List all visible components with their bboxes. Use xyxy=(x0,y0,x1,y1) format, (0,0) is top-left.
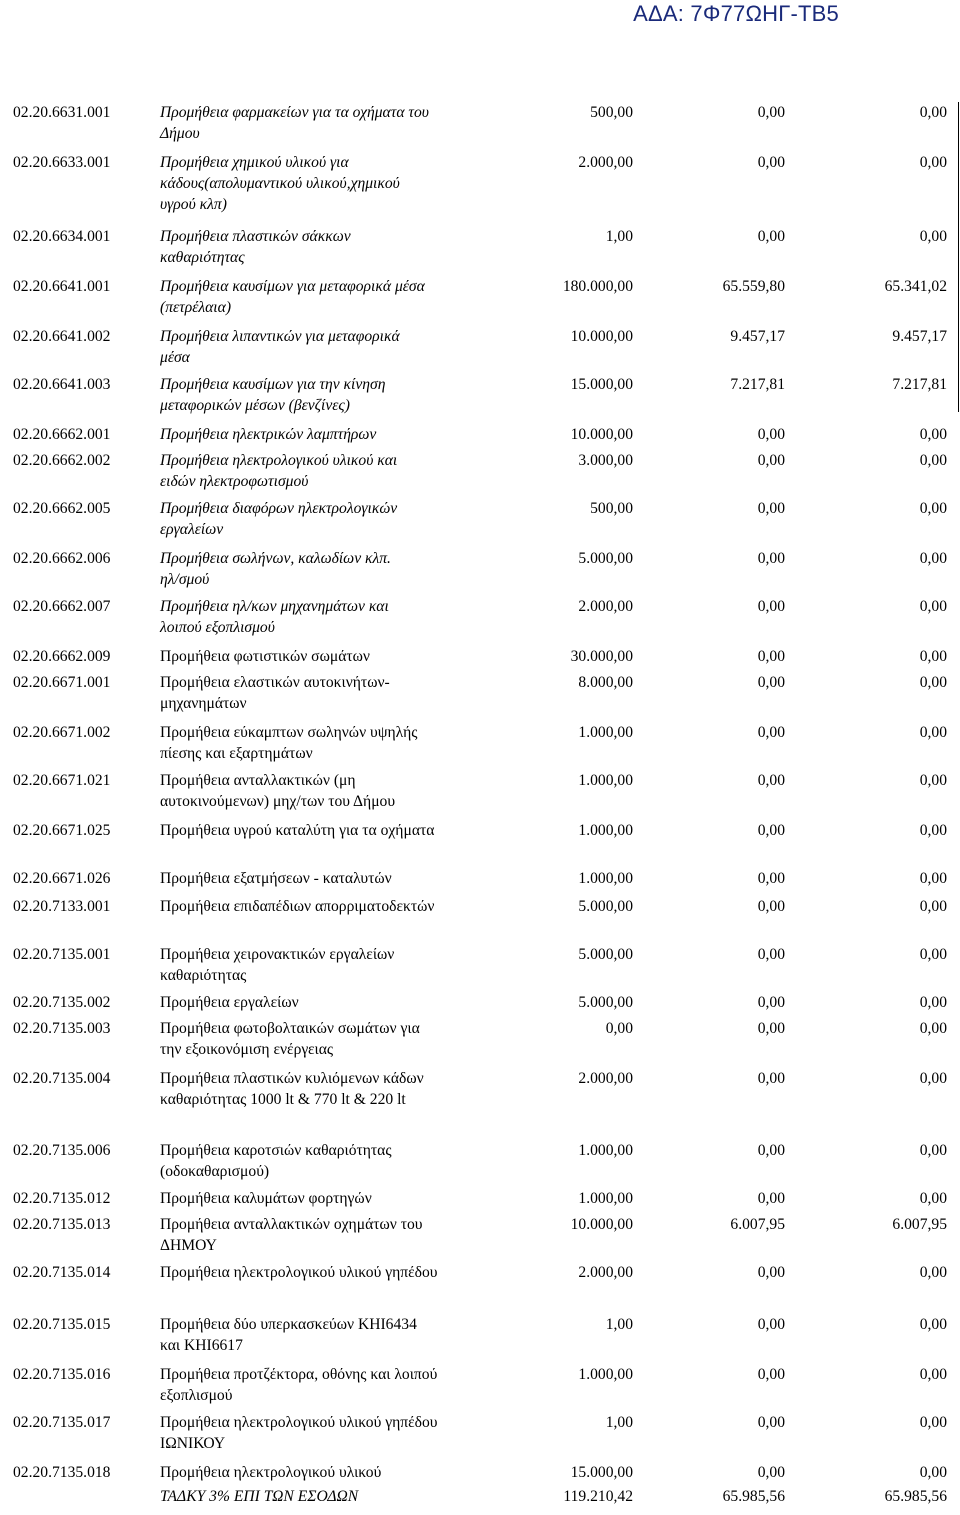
paid-amount: 0,00 xyxy=(919,1316,947,1333)
account-code: 02.20.7135.016 xyxy=(13,1366,111,1383)
budgeted-amount: 5.000,00 xyxy=(578,898,633,915)
description-line: (πετρέλαια) xyxy=(160,299,232,316)
item-description xyxy=(160,596,560,638)
item-description xyxy=(160,1412,560,1454)
paid-amount: 0,00 xyxy=(919,994,947,1011)
item-description xyxy=(160,276,490,318)
account-code: 02.20.6671.025 xyxy=(13,822,111,839)
item-description xyxy=(160,1462,560,1483)
committed-amount: 0,00 xyxy=(757,1264,785,1281)
paid-amount: 9.457,17 xyxy=(892,328,947,345)
paid-amount: 0,00 xyxy=(919,426,947,443)
account-code: 02.20.6634.001 xyxy=(13,228,111,245)
committed-amount: 0,00 xyxy=(757,500,785,517)
item-description xyxy=(160,896,560,917)
ada-header: ΑΔΑ: 7Φ77ΩΗΓ-ΤΒ5 xyxy=(633,1,839,26)
item-description xyxy=(160,498,560,540)
paid-amount: 0,00 xyxy=(919,452,947,469)
committed-amount: 0,00 xyxy=(757,1316,785,1333)
paid-amount: 0,00 xyxy=(919,870,947,887)
committed-amount: 65.985,56 xyxy=(722,1488,785,1505)
budgeted-amount: 15.000,00 xyxy=(570,376,633,393)
item-description xyxy=(160,374,490,416)
item-description xyxy=(160,868,560,889)
budgeted-amount: 1,00 xyxy=(605,1316,633,1333)
item-description xyxy=(160,1486,560,1507)
account-code: 02.20.6671.002 xyxy=(13,724,111,741)
budgeted-amount: 5.000,00 xyxy=(578,550,633,567)
committed-amount: 0,00 xyxy=(757,724,785,741)
budgeted-amount: 15.000,00 xyxy=(570,1464,633,1481)
committed-amount: 0,00 xyxy=(757,1414,785,1431)
item-description xyxy=(160,1140,560,1182)
account-code: 02.20.6633.001 xyxy=(13,154,111,171)
committed-amount: 0,00 xyxy=(757,452,785,469)
description-line: Προμήθεια καροτσιών καθαριότητας xyxy=(160,1142,392,1159)
committed-amount: 0,00 xyxy=(757,648,785,665)
account-code: 02.20.7135.014 xyxy=(13,1264,111,1281)
item-description xyxy=(160,672,560,714)
description-line: πίεσης και εξαρτημάτων xyxy=(160,745,313,762)
paid-amount: 0,00 xyxy=(919,1414,947,1431)
budgeted-amount: 8.000,00 xyxy=(578,674,633,691)
committed-amount: 0,00 xyxy=(757,154,785,171)
item-description xyxy=(160,424,560,445)
item-description xyxy=(160,770,560,812)
budgeted-amount: 10.000,00 xyxy=(570,328,633,345)
committed-amount: 0,00 xyxy=(757,772,785,789)
committed-amount: 0,00 xyxy=(757,822,785,839)
description-line: Προμήθεια φωτοβολταικών σωμάτων για xyxy=(160,1020,420,1037)
account-code: 02.20.7135.002 xyxy=(13,994,111,1011)
committed-amount: 65.559,80 xyxy=(722,278,785,295)
budgeted-amount: 1.000,00 xyxy=(578,1142,633,1159)
committed-amount: 0,00 xyxy=(757,1142,785,1159)
description-line: Προμήθεια λιπαντικών για μεταφορικά xyxy=(160,328,400,345)
description-line: Προμήθεια πλαστικών κυλιόμενων κάδων xyxy=(160,1070,424,1087)
budgeted-amount: 1.000,00 xyxy=(578,822,633,839)
description-line: Προμήθεια εξατμήσεων - καταλυτών xyxy=(160,870,392,887)
paid-amount: 65.341,02 xyxy=(884,278,947,295)
description-line: Προμήθεια δύο υπερκασκεύων ΚΗΙ6434 xyxy=(160,1316,417,1333)
budgeted-amount: 1.000,00 xyxy=(578,724,633,741)
description-line: Προμήθεια φαρμακείων για τα οχήματα του xyxy=(160,104,429,121)
description-line: Προμήθεια πλαστικών σάκκων xyxy=(160,228,351,245)
budgeted-amount: 5.000,00 xyxy=(578,946,633,963)
description-line: Δήμου xyxy=(160,125,200,142)
item-description xyxy=(160,722,560,764)
account-code: 02.20.6671.001 xyxy=(13,674,111,691)
committed-amount: 0,00 xyxy=(757,104,785,121)
committed-amount: 7.217,81 xyxy=(730,376,785,393)
item-description xyxy=(160,326,490,368)
committed-amount: 0,00 xyxy=(757,1190,785,1207)
description-line: ηλ/σμού xyxy=(160,571,210,588)
description-line: ΤΑΔΚΥ 3% ΕΠΙ ΤΩΝ ΕΣΟΔΩΝ xyxy=(160,1488,359,1505)
description-line: υγρού κλπ) xyxy=(160,196,227,213)
description-line: Προμήθεια ηλ/κων μηχανημάτων και xyxy=(160,598,389,615)
budgeted-amount: 2.000,00 xyxy=(578,598,633,615)
description-line: Προμήθεια καυσίμων για την κίνηση xyxy=(160,376,386,393)
account-code: 02.20.7135.003 xyxy=(13,1020,111,1037)
description-line: λοιπού εξοπλισμού xyxy=(160,619,275,636)
committed-amount: 0,00 xyxy=(757,870,785,887)
paid-amount: 0,00 xyxy=(919,674,947,691)
description-line: Προμήθεια καλυμάτων φορτηγών xyxy=(160,1190,372,1207)
account-code: 02.20.6662.005 xyxy=(13,500,111,517)
budgeted-amount: 500,00 xyxy=(590,104,633,121)
budgeted-amount: 30.000,00 xyxy=(570,648,633,665)
budgeted-amount: 1.000,00 xyxy=(578,870,633,887)
account-code: 02.20.6662.009 xyxy=(13,648,111,665)
committed-amount: 9.457,17 xyxy=(730,328,785,345)
committed-amount: 6.007,95 xyxy=(730,1216,785,1233)
paid-amount: 0,00 xyxy=(919,1142,947,1159)
committed-amount: 0,00 xyxy=(757,1366,785,1383)
account-code: 02.20.6662.006 xyxy=(13,550,111,567)
budgeted-amount: 2.000,00 xyxy=(578,1070,633,1087)
description-line: Προμήθεια ηλεκτρικών λαμπτήρων xyxy=(160,426,377,443)
committed-amount: 0,00 xyxy=(757,1020,785,1037)
paid-amount: 0,00 xyxy=(919,104,947,121)
account-code: 02.20.7135.015 xyxy=(13,1316,111,1333)
budgeted-amount: 1,00 xyxy=(605,1414,633,1431)
item-description xyxy=(160,1068,560,1110)
description-line: ΔΗΜΟΥ xyxy=(160,1237,217,1254)
description-line: εργαλείων xyxy=(160,521,224,538)
description-line: Προμήθεια προτζέκτορα, οθόνης και λοιπού xyxy=(160,1366,438,1383)
account-code: 02.20.7135.001 xyxy=(13,946,111,963)
description-line: ΙΩΝΙΚΟΥ xyxy=(160,1435,226,1452)
description-line: Προμήθεια χειρονακτικών εργαλείων xyxy=(160,946,395,963)
description-line: Προμήθεια χημικού υλικού για xyxy=(160,154,349,171)
paid-amount: 0,00 xyxy=(919,898,947,915)
item-description xyxy=(160,820,560,841)
paid-amount: 0,00 xyxy=(919,1020,947,1037)
account-code: 02.20.6641.003 xyxy=(13,376,111,393)
committed-amount: 0,00 xyxy=(757,994,785,1011)
committed-amount: 0,00 xyxy=(757,1464,785,1481)
description-line: Προμήθεια ηλεκτρολογικού υλικού γηπέδου xyxy=(160,1414,438,1431)
item-description xyxy=(160,646,560,667)
description-line: Προμήθεια φωτιστικών σωμάτων xyxy=(160,648,370,665)
committed-amount: 0,00 xyxy=(757,946,785,963)
description-line: Προμήθεια ηλεκτρολογικού υλικού και xyxy=(160,452,398,469)
budgeted-amount: 1.000,00 xyxy=(578,772,633,789)
paid-amount: 0,00 xyxy=(919,154,947,171)
description-line: Προμήθεια ηλεκτρολογικού υλικού xyxy=(160,1464,382,1481)
committed-amount: 0,00 xyxy=(757,550,785,567)
paid-amount: 0,00 xyxy=(919,228,947,245)
item-description xyxy=(160,1188,560,1209)
description-line: Προμήθεια σωλήνων, καλωδίων κλπ. xyxy=(160,550,391,567)
committed-amount: 0,00 xyxy=(757,598,785,615)
description-line: Προμήθεια καυσίμων για μεταφορικά μέσα xyxy=(160,278,425,295)
budgeted-amount: 180.000,00 xyxy=(562,278,633,295)
description-line: Προμήθεια ανταλλακτικών (μη xyxy=(160,772,356,789)
item-description xyxy=(160,1314,560,1356)
description-line: εξοπλισμού xyxy=(160,1387,233,1404)
budgeted-amount: 10.000,00 xyxy=(570,1216,633,1233)
budget-table xyxy=(0,102,960,1513)
paid-amount: 0,00 xyxy=(919,1264,947,1281)
paid-amount: 0,00 xyxy=(919,724,947,741)
description-line: καθαριότητας xyxy=(160,249,245,266)
description-line: μηχανημάτων xyxy=(160,695,247,712)
description-line: μεταφορικών μέσων (βενζίνες) xyxy=(160,397,350,414)
item-description xyxy=(160,992,560,1013)
paid-amount: 0,00 xyxy=(919,1366,947,1383)
account-code: 02.20.7135.004 xyxy=(13,1070,111,1087)
budgeted-amount: 2.000,00 xyxy=(578,154,633,171)
item-description xyxy=(160,102,490,144)
item-description xyxy=(160,1262,560,1283)
paid-amount: 0,00 xyxy=(919,1190,947,1207)
account-code: 02.20.7135.017 xyxy=(13,1414,111,1431)
budgeted-amount: 0,00 xyxy=(605,1020,633,1037)
account-code: 02.20.6631.001 xyxy=(13,104,111,121)
paid-amount: 0,00 xyxy=(919,946,947,963)
committed-amount: 0,00 xyxy=(757,426,785,443)
committed-amount: 0,00 xyxy=(757,1070,785,1087)
budgeted-amount: 5.000,00 xyxy=(578,994,633,1011)
item-description xyxy=(160,1364,560,1406)
description-line: κάδους(απολυμαντικού υλικού,χημικού xyxy=(160,175,400,192)
paid-amount: 0,00 xyxy=(919,1070,947,1087)
item-description xyxy=(160,226,490,268)
committed-amount: 0,00 xyxy=(757,898,785,915)
description-line: Προμήθεια ηλεκτρολογικού υλικού γηπέδου xyxy=(160,1264,438,1281)
committed-amount: 0,00 xyxy=(757,228,785,245)
account-code: 02.20.7135.006 xyxy=(13,1142,111,1159)
description-line: Προμήθεια ελαστικών αυτοκινήτων- xyxy=(160,674,390,691)
description-line: Προμήθεια εύκαμπτων σωληνών υψηλής xyxy=(160,724,418,741)
description-line: και ΚΗΙ6617 xyxy=(160,1337,243,1354)
description-line: Προμήθεια ανταλλακτικών οχημάτων του xyxy=(160,1216,423,1233)
paid-amount: 0,00 xyxy=(919,598,947,615)
paid-amount: 0,00 xyxy=(919,772,947,789)
budgeted-amount: 1,00 xyxy=(605,228,633,245)
budgeted-amount: 119.210,42 xyxy=(563,1488,633,1505)
item-description xyxy=(160,1214,560,1256)
description-line: (οδοκαθαρισμού) xyxy=(160,1163,270,1180)
paid-amount: 0,00 xyxy=(919,822,947,839)
description-line: καθαριότητας xyxy=(160,967,247,984)
account-code: 02.20.6671.021 xyxy=(13,772,111,789)
account-code: 02.20.6662.007 xyxy=(13,598,111,615)
description-line: καθαριότητας 1000 lt & 770 lt & 220 lt xyxy=(160,1091,406,1108)
paid-amount: 0,00 xyxy=(919,1464,947,1481)
budgeted-amount: 500,00 xyxy=(590,500,633,517)
paid-amount: 0,00 xyxy=(919,500,947,517)
committed-amount: 0,00 xyxy=(757,674,785,691)
description-line: Προμήθεια υγρού καταλύτη για τα οχήματα xyxy=(160,822,435,839)
account-code: 02.20.7133.001 xyxy=(13,898,111,915)
account-code: 02.20.6662.002 xyxy=(13,452,111,469)
paid-amount: 0,00 xyxy=(919,550,947,567)
item-description xyxy=(160,548,560,590)
item-description xyxy=(160,152,490,215)
budgeted-amount: 2.000,00 xyxy=(578,1264,633,1281)
budgeted-amount: 10.000,00 xyxy=(570,426,633,443)
description-line: μέσα xyxy=(160,349,190,366)
item-description xyxy=(160,1018,560,1060)
account-code: 02.20.7135.013 xyxy=(13,1216,111,1233)
description-line: Προμήθεια επιδαπέδιων απορριματοδεκτών xyxy=(160,898,435,915)
account-code: 02.20.6641.002 xyxy=(13,328,111,345)
description-line: την εξοικονόμιση ενέργειας xyxy=(160,1041,334,1058)
account-code: 02.20.6671.026 xyxy=(13,870,111,887)
description-line: Προμήθεια εργαλείων xyxy=(160,994,299,1011)
paid-amount: 0,00 xyxy=(919,648,947,665)
paid-amount: 65.985,56 xyxy=(884,1488,947,1505)
item-description xyxy=(160,944,560,986)
budgeted-amount: 1.000,00 xyxy=(578,1190,633,1207)
item-description xyxy=(160,450,560,492)
account-code: 02.20.7135.018 xyxy=(13,1464,111,1481)
description-line: Προμήθεια διαφόρων ηλεκτρολογικών xyxy=(160,500,398,517)
account-code: 02.20.6641.001 xyxy=(13,278,111,295)
description-line: αυτοκινούμενων) μηχ/των του Δήμου xyxy=(160,793,396,810)
account-code: 02.20.6662.001 xyxy=(13,426,111,443)
account-code: 02.20.7135.012 xyxy=(13,1190,111,1207)
paid-amount: 7.217,81 xyxy=(892,376,947,393)
description-line: ειδών ηλεκτροφωτισμού xyxy=(160,473,309,490)
budgeted-amount: 3.000,00 xyxy=(578,452,633,469)
paid-amount: 6.007,95 xyxy=(892,1216,947,1233)
budgeted-amount: 1.000,00 xyxy=(578,1366,633,1383)
